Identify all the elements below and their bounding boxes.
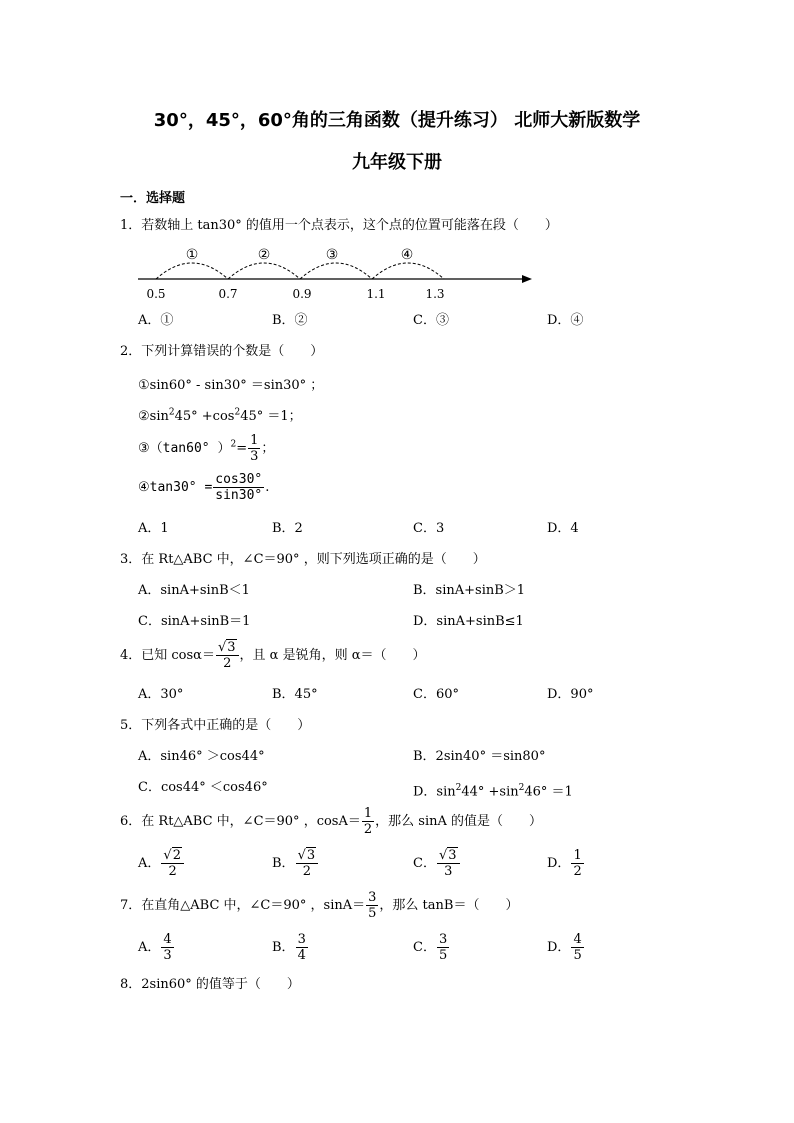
q6-option-c[interactable]: C． $\frac{√3}{3}$ bbox=[413, 848, 461, 879]
q2-statement-3: ③（tan60° ）$^2$= $\frac{1}{3}$ ； bbox=[138, 433, 275, 464]
q2-option-b[interactable]: B．2 bbox=[272, 521, 303, 536]
segment-arc-1 bbox=[156, 263, 228, 279]
tick-label-0-7: 0.7 bbox=[218, 287, 238, 301]
q4-option-b[interactable]: B．45° bbox=[272, 687, 318, 702]
q2-statement-4: ④tan30° = $\frac{\cos 30^\circ}{\sin 30^\circ}$ . bbox=[138, 472, 270, 503]
q3-option-c[interactable]: C．sinA+sinB＝1 bbox=[138, 614, 251, 629]
q4-option-c[interactable]: C．60° bbox=[413, 687, 459, 702]
q3-option-d[interactable]: D．sinA+sinB≤1 bbox=[413, 614, 524, 629]
q6-option-b[interactable]: B． $\frac{√3}{2}$ bbox=[272, 848, 319, 879]
q7-option-d[interactable]: D． $\frac{4}{5}$ bbox=[547, 932, 582, 963]
document-title-line2: 九年级下册 bbox=[352, 152, 442, 173]
q5-option-b[interactable]: B．2sin40° ＝sin80° bbox=[413, 749, 546, 764]
segment-label-2: ② bbox=[257, 247, 271, 263]
q1-option-c[interactable]: C．③ bbox=[413, 313, 449, 328]
question-6-stem: 6．在 Rt△ABC 中，∠C＝90° ，cosA＝ $\frac{1}{2}$ ，那么 sinA 的值是（ ） bbox=[120, 806, 542, 837]
q7-option-a[interactable]: A． $\frac{4}{3}$ bbox=[138, 932, 172, 963]
tick-label-1-1: 1.1 bbox=[366, 287, 386, 301]
tick-label-0-5: 0.5 bbox=[146, 287, 166, 301]
q3-option-a[interactable]: A．sinA+sinB＜1 bbox=[138, 583, 250, 598]
segment-arc-3 bbox=[300, 263, 372, 279]
q5-option-d[interactable]: D．$\sin^244^\circ +\sin^246^\circ =1$ bbox=[413, 783, 573, 800]
question-5-stem: 5．下列各式中正确的是（ ） bbox=[120, 718, 311, 733]
number-line-diagram bbox=[130, 243, 540, 305]
q6-option-a[interactable]: A． $\frac{√2}{2}$ bbox=[138, 848, 185, 879]
q1-option-b[interactable]: B．② bbox=[272, 313, 308, 328]
q7-option-c[interactable]: C． $\frac{3}{5}$ bbox=[413, 932, 448, 963]
question-2-stem: 2．下列计算错误的个数是（ ） bbox=[120, 344, 324, 359]
question-4-stem: 4．已知 cosα＝ $\frac{√3}{2}$ ，且 α 是锐角，则 α＝（ ） bbox=[120, 640, 426, 671]
question-7-stem: 7．在直角△ABC 中，∠C＝90° ，sinA＝ $\frac{3}{5}$ ，那么 tanB＝（ ） bbox=[120, 890, 519, 921]
tick-label-0-9: 0.9 bbox=[292, 287, 312, 301]
segment-arc-2 bbox=[228, 263, 300, 279]
q2-option-a[interactable]: A．1 bbox=[138, 521, 169, 536]
q7-option-b[interactable]: B． $\frac{3}{4}$ bbox=[272, 932, 306, 963]
section-heading: 一．选择题 bbox=[120, 191, 186, 206]
segment-arc-4 bbox=[372, 263, 444, 279]
q5-option-c[interactable]: C．cos44° ＜cos46° bbox=[138, 780, 268, 795]
q2-statement-1: ①sin60° - sin30° ＝sin30° ； bbox=[138, 378, 324, 393]
number-line-arrow bbox=[522, 275, 532, 283]
q2-option-c[interactable]: C．3 bbox=[413, 521, 445, 536]
question-8-stem: 8．2sin60° 的值等于（ ） bbox=[120, 977, 300, 992]
q1-option-d[interactable]: D．④ bbox=[547, 313, 584, 328]
q1-option-a[interactable]: A．① bbox=[138, 313, 174, 328]
q4-option-d[interactable]: D．90° bbox=[547, 687, 594, 702]
q2-statement-2: $②\sin^245^\circ +\cos^245^\circ =1$； bbox=[138, 407, 302, 424]
segment-label-3: ③ bbox=[325, 247, 339, 263]
segment-label-1: ① bbox=[185, 247, 199, 263]
document-title-line1: 30°，45°，60°角的三角函数（提升练习） 北师大新版数学 bbox=[153, 110, 641, 131]
question-3-stem: 3．在 Rt△ABC 中，∠C＝90° ，则下列选项正确的是（ ） bbox=[120, 552, 486, 567]
q5-option-a[interactable]: A．sin46° ＞cos44° bbox=[138, 749, 265, 764]
tick-label-1-3: 1.3 bbox=[425, 287, 445, 301]
q3-option-b[interactable]: B．sinA+sinB＞1 bbox=[413, 583, 526, 598]
q2-option-d[interactable]: D．4 bbox=[547, 521, 579, 536]
question-1-stem: 1．若数轴上 tan30° 的值用一个点表示，这个点的位置可能落在段（ ） bbox=[120, 218, 558, 233]
q6-option-d[interactable]: D． $\frac{1}{2}$ bbox=[547, 848, 582, 879]
q4-option-a[interactable]: A．30° bbox=[138, 687, 184, 702]
segment-label-4: ④ bbox=[400, 247, 414, 263]
